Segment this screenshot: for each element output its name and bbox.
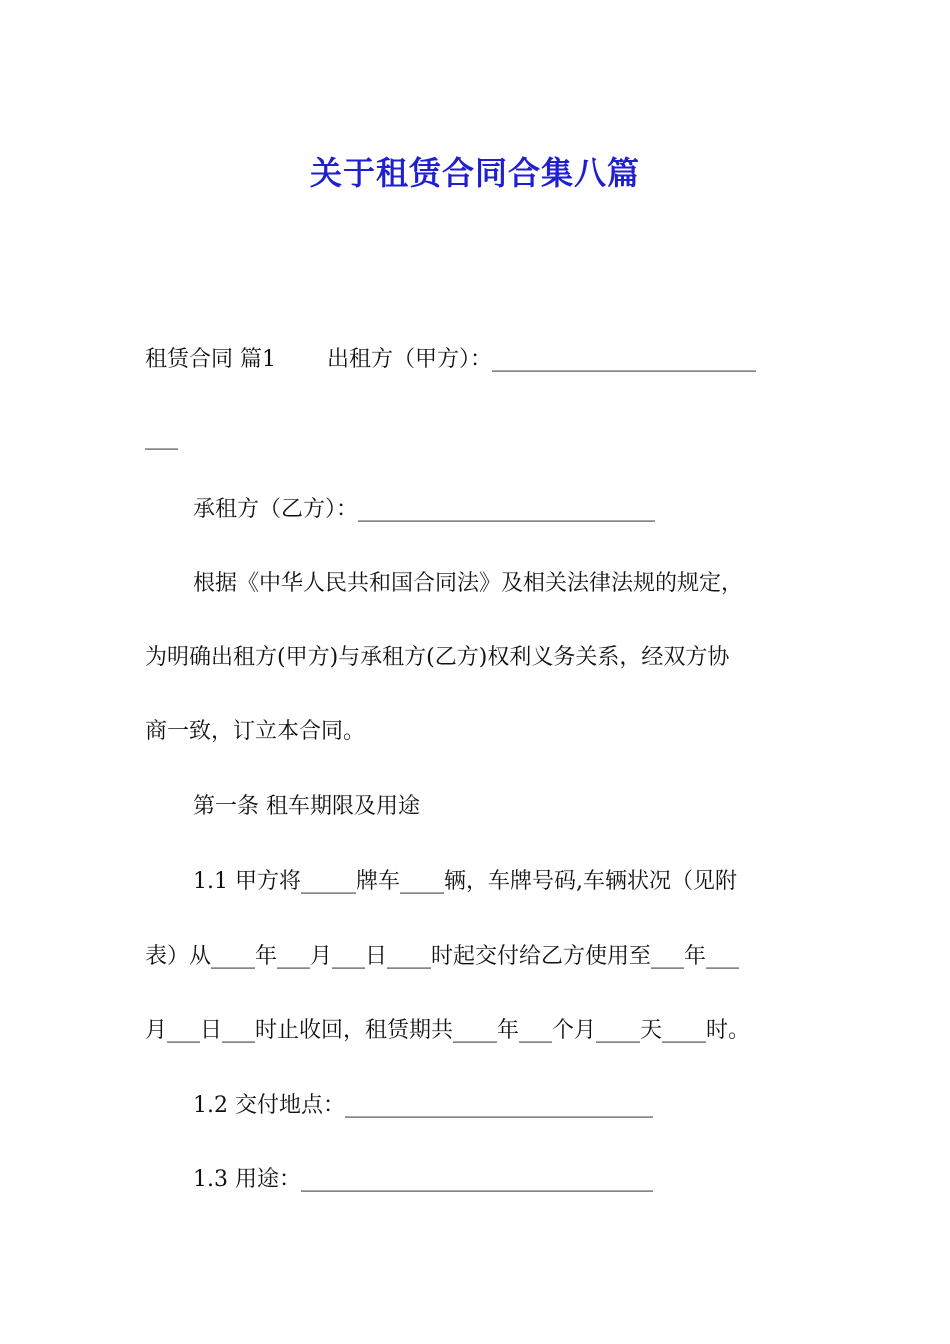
- paragraph-line-clause-1-1-a: 1.1 甲方将_____牌车____辆，车牌号码,车辆状况（见附: [193, 869, 737, 894]
- paragraph-line-preamble-1: 根据《中华人民共和国合同法》及相关法律法规的规定，: [193, 571, 744, 596]
- paragraph-line-clause-1-1-c: 月___日___时止收回，租赁期共____年___个月____天____时。: [145, 1018, 751, 1043]
- paragraph-line-clause-1-1-b: 表）从____年___月___日____时起交付给乙方使用至___年___: [145, 944, 740, 969]
- paragraph-line-clause-1-2: 1.2 交付地点：____________________________: [193, 1093, 653, 1118]
- paragraph-line-lessee: 承租方（乙方）：___________________________: [193, 497, 656, 522]
- document-title: 关于租赁合同合集八篇: [309, 154, 640, 193]
- paragraph-line-preamble-3: 商一致，订立本合同。: [145, 719, 366, 744]
- paragraph-line-clause-1-3: 1.3 用途：________________________________: [193, 1167, 653, 1192]
- section-heading-article-1: 第一条 租车期限及用途: [193, 794, 420, 819]
- paragraph-line-preamble-2: 为明确出租方(甲方)与承租方(乙方)权利义务关系，经双方协: [145, 645, 730, 670]
- paragraph-line-lessor-cont: ___: [145, 425, 178, 450]
- paragraph-line-lessor: 租赁合同 篇1 出租方（甲方）：________________________: [145, 347, 756, 372]
